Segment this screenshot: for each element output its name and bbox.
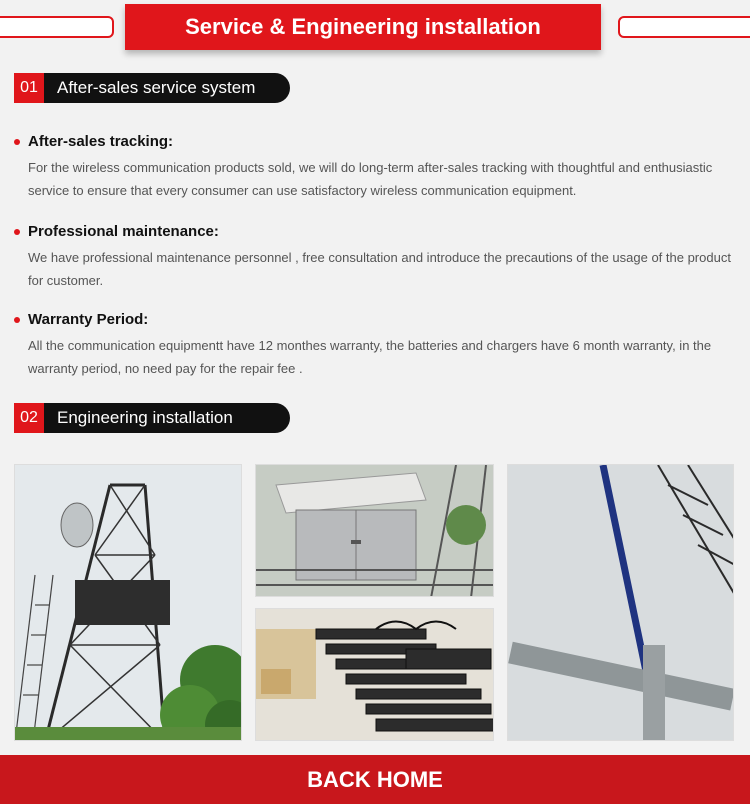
section-title: After-sales service system — [57, 78, 256, 97]
item-body: All the communication equipmentt have 12 monthes warranty, the batteries and chargers have 6 month warranty, in the warranty period, no need pay for the repair fee . — [28, 338, 712, 376]
equipment-rack-photo — [255, 608, 494, 741]
item-title: Professional maintenance: — [28, 223, 219, 240]
section-header-engineering — [14, 403, 290, 433]
antenna-pole-photo — [507, 464, 734, 741]
item-after-sales-tracking — [14, 133, 734, 202]
bullet-dot-icon — [14, 229, 20, 235]
item-title: Warranty Period: — [28, 311, 149, 328]
item-body: We have professional maintenance personnel , free consultation and introduce the precautions of the usage of the product for customer. — [28, 250, 731, 288]
item-title: After-sales tracking: — [28, 133, 174, 150]
tower-photo — [14, 464, 242, 741]
header-decor-left — [0, 16, 114, 38]
section-title: Engineering installation — [57, 408, 233, 427]
header-decor-right — [618, 16, 750, 38]
page-title: Service & Engineering installation — [125, 4, 601, 50]
section-number: 01 — [14, 73, 44, 103]
item-body: For the wireless communication products sold, we will do long-term after-sales tracking with thoughtful and enthusiastic service to ensure that every consumer can use satisfactory wireless communication equipment. — [28, 160, 713, 198]
item-warranty-period — [14, 311, 734, 380]
item-professional-maintenance — [14, 223, 734, 292]
bullet-dot-icon — [14, 139, 20, 145]
bullet-dot-icon — [14, 317, 20, 323]
section-number: 02 — [14, 403, 44, 433]
enclosure-photo — [255, 464, 494, 597]
section-header-after-sales — [14, 73, 290, 103]
back-home-button[interactable]: BACK HOME — [0, 755, 750, 804]
